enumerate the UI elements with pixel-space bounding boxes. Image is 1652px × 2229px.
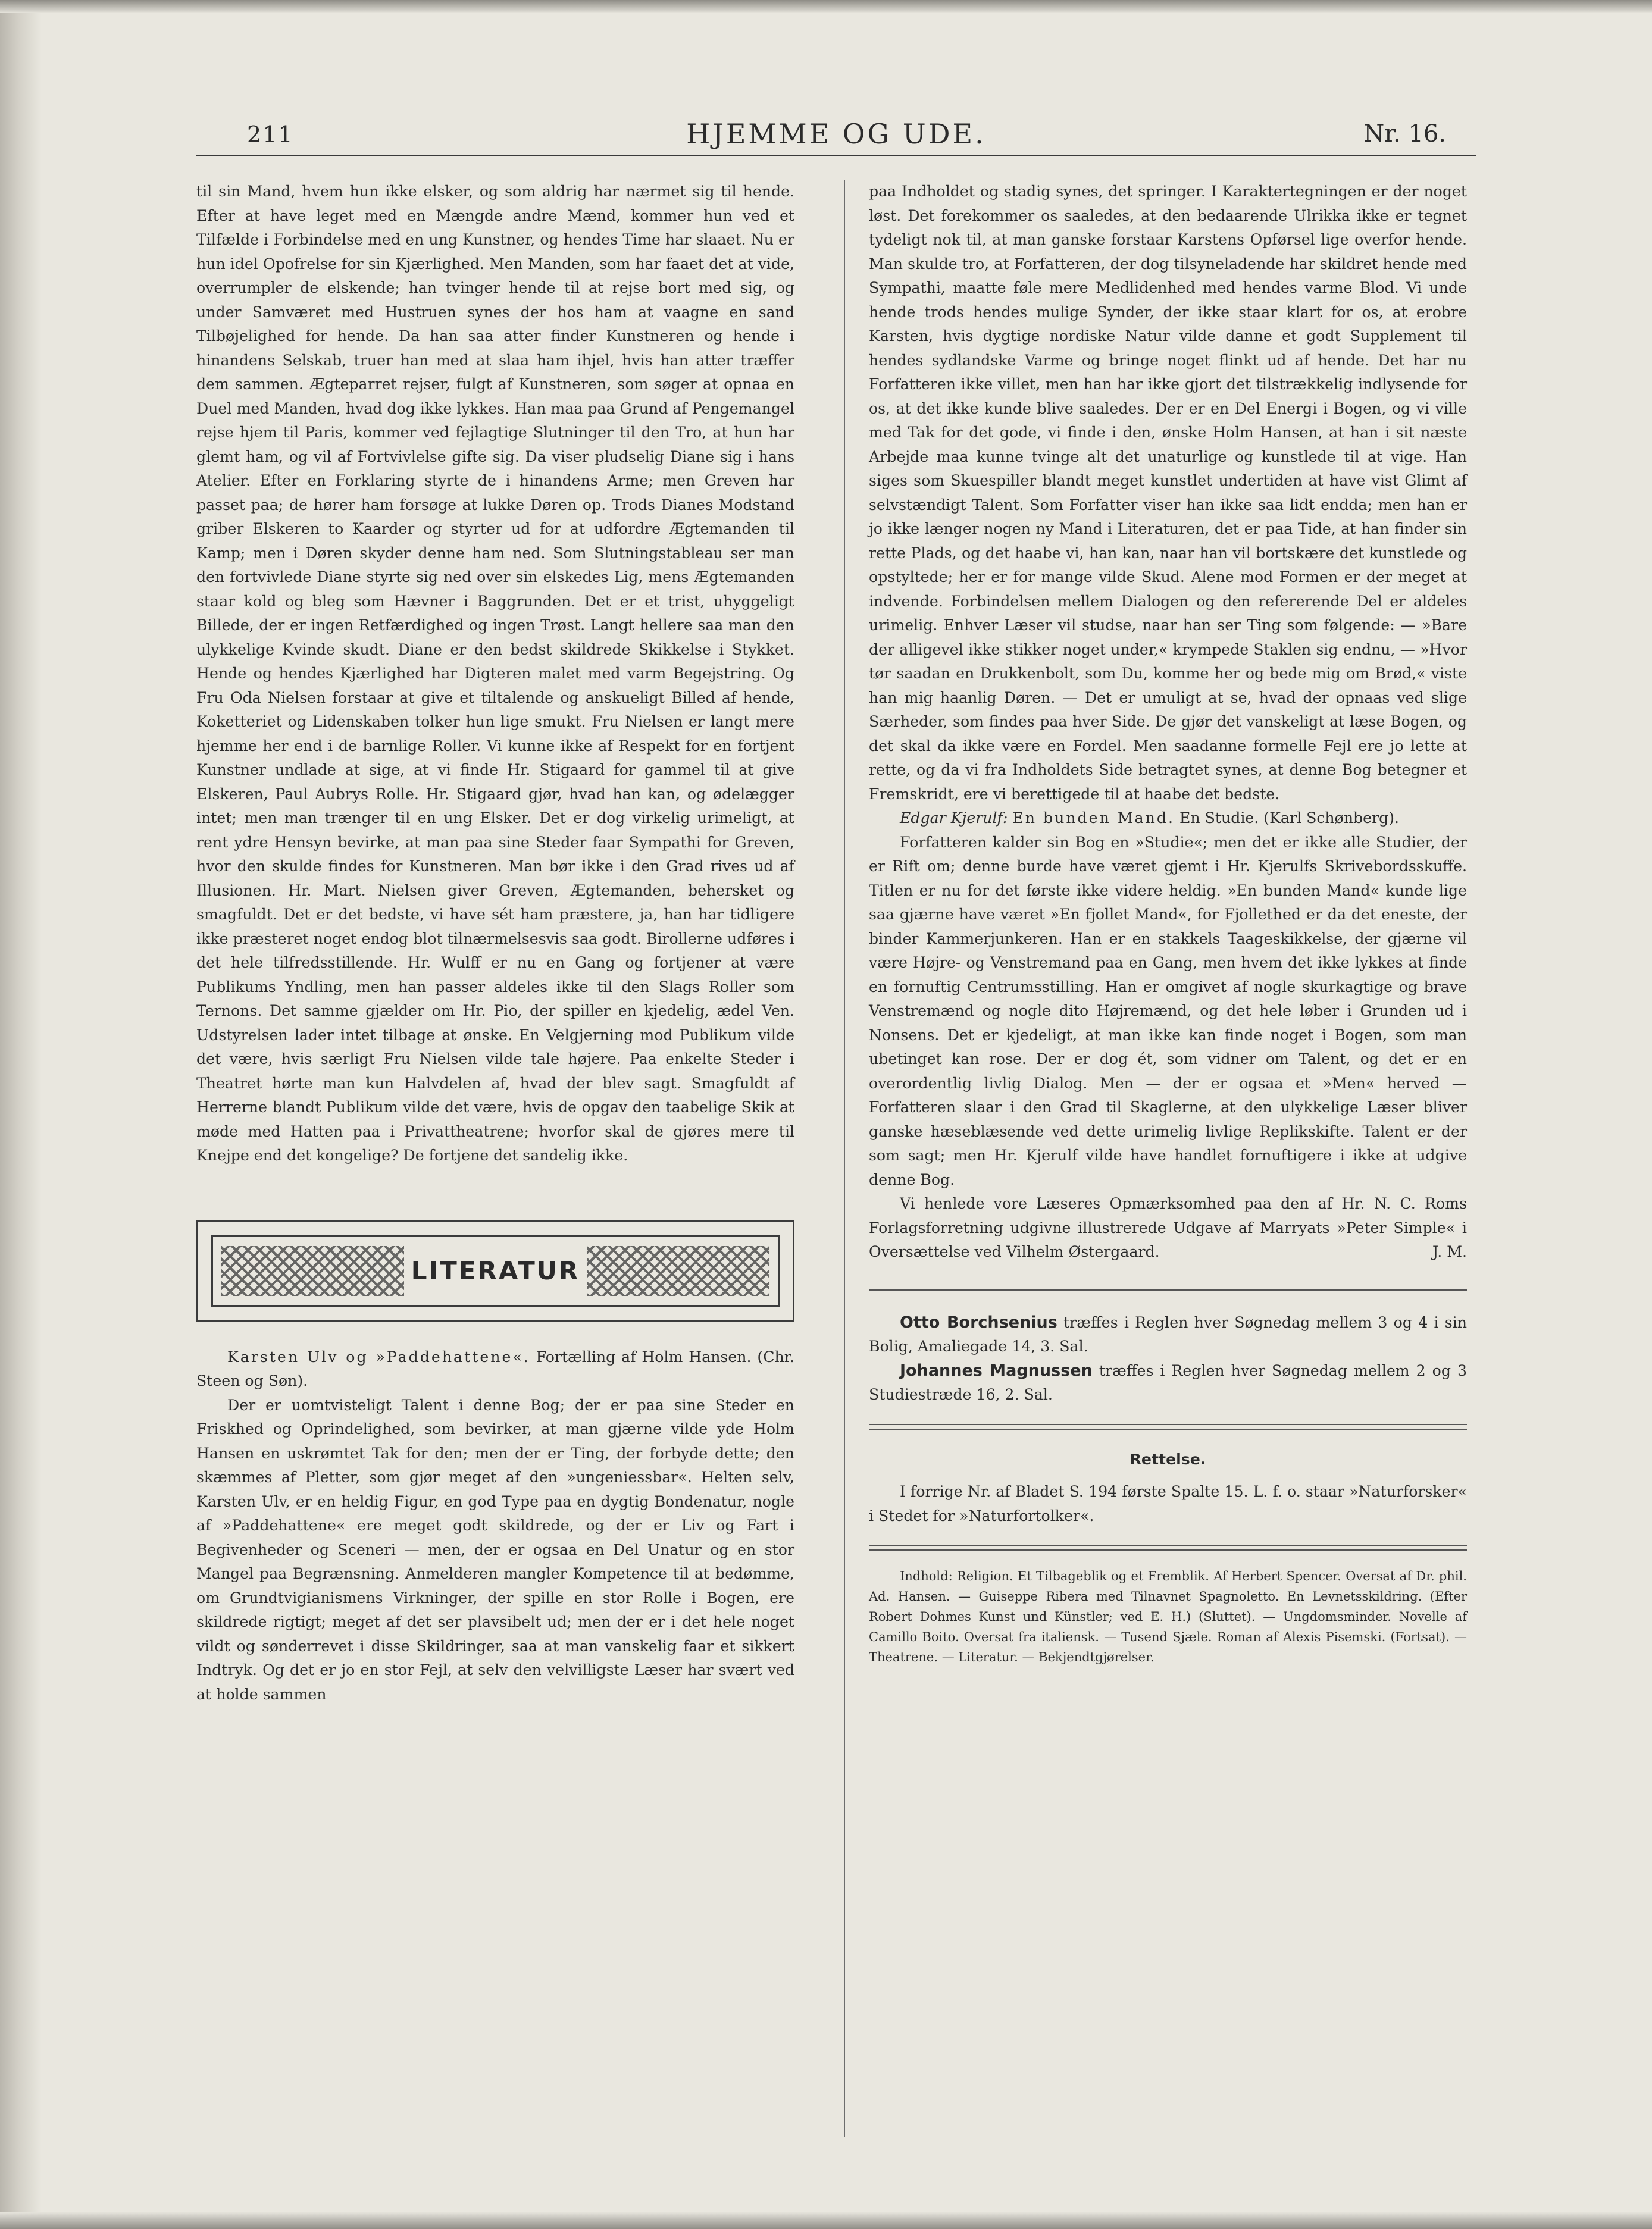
review2-author: Edgar Kjerulf: [900,809,1008,827]
journal-title: HJEMME OG UDE. [686,118,986,150]
review-subtitle: Fortælling af Holm Hansen. (Chr. Steen og Søn). [196,1348,794,1389]
review-continuation: paa Indholdet og stadig synes, det springer. I Karaktertegningen er der noget løst. Det forekommer os saaledes, at den bedaarende Ulrikka ikke er tegnet tydeligt nok til, at man ganske forstaar Karstens Opførsel lige overfor hende. Man skulde tro, at Forfatteren, der dog tilsyneladende har skildret hende med Sympathi, maatte føle mere Medlidenhed med hendes varme Blod. Vi unde hende trods hendes mulige Synder, der ikke staar klart for os, at erobre Karsten, hvis dygtige nordiske Natur vilde danne et godt Supplement til hendes sydlandske Varme og bringe noget flinkt ud af hende. Det har nu Forfatteren ikke villet, men han har ikke gjort det tilstrækkelig indlysende for os, at det ikke kunde blive saaledes. Der er en Del Energi i Bogen, og vi ville med Tak for det gode, vi finde i den, ønske Holm Hansen, at han i sit næste Arbejde maa kunne tvinge alt det unaturlige og kunstlede til at vige. Han siges som Skuespiller blandt meget kunstlet undertiden at have vist Glimt af selvstændigt Talent. Som Forfatter viser han ikke saa lidt endda; men han er jo ikke længer nogen ny Mand i Literaturen, det er paa Tide, at han finder sin rette Plads, og det haabe vi, han kan, naar han vil bortskære det kunstlede og opstyltede; her er for mange vilde Skud. Alene mod Formen er der meget at indvende. Forbindelsen mellem Dialogen og den refererende Del er aldeles urimelig. Enhver Læser vil studse, naar han ser Ting som følgende: — »Bare der alligevel ikke stikker noget under,« krympede Staklen sig endnu, — »Hvor tør saadan en Drukkenbolt, som Du, komme her og bede mig om Brød,« viste han mig haanlig Døren. — Det er umuligt at se, hvad der opnaas ved slige Særheder, som findes paa hver Side. De gjør det vanskeligt at læse Bogen, og det skal da ikke være en Fordel. Men saadanne formelle Fejl ere jo lette at rette, og da vi fra Indholdets Side betragtet synes, at denne Bog betegner et Fremskridt, ere vi berettigede til at haabe det bedste. [869,183,1467,803]
review2-title: En bunden Mand. [1012,809,1175,827]
correction-heading: Rettelse. [1130,1450,1206,1468]
top-edge [0,0,1652,13]
contents-box [869,1566,1467,1667]
review2-heading [869,806,1467,831]
bottom-edge [0,2212,1652,2229]
page-binding-shadow [0,0,42,2229]
notice-2 [869,1359,1467,1407]
notice-1-text: træffes i Reglen hver Søgnedag mellem 3 og 4 i sin Bolig, Amaliegade 14, 3. Sal. [869,1313,1468,1355]
column-divider [844,180,845,2137]
notice-2-name: Johannes Magnussen [900,1361,1093,1380]
review-heading [196,1345,794,1394]
page-header [196,113,1476,156]
correction-text: I forrige Nr. af Bladet S. 194 første Spalte 15. L. f. o. staar »Naturforsker« i Stedet for »Naturfortolker«. [869,1483,1467,1524]
left-column [196,180,794,1707]
review2-subtitle: En Studie. (Karl Schønberg). [1179,809,1400,827]
notice-1 [869,1311,1467,1359]
contents-text: Indhold: Religion. Et Tilbageblik og et Fremblik. Af Herbert Spencer. Oversat af Dr. phil. Ad. Hansen. — Guiseppe Ribera med Tilnavnet Spagnoletto. En Levnetsskildring. (Efter Robert Dohmes Kunst und Künstler; ved E. H.) (Sluttet). — Ungdomsminder. Novelle af Camillo Boito. Oversat fra italiensk. — Tusend Sjæle. Roman af Alexis Pisemski. (Fortsat). — Theatrene. — Literatur. — Bekjendtgjørelser. [869,1569,1467,1664]
literatur-banner [196,1220,794,1322]
review-body: Der er uomtvisteligt Talent i denne Bog; der er paa sine Steder en Friskhed og Oprindelighed, som bevirker, at man gjærne vilde yde Holm Hansen en uskrømtet Tak for den; men der er Ting, der forbyde dette; den skæmmes af Pletter, som gjør meget af den »ungeniessbar«. Helten selv, Karsten Ulv, er en heldig Figur, en god Type paa en dygtig Bondenatur, nogle af »Paddehattene« ere meget godt skildrede, og der er Liv og Fart i Begivenheder og Sceneri — men, der er ogsaa en Del Unatur og en stor Mangel paa Begrænsning. Anmelderen mangler Kompetence til at bedømme, om Grundtvigianismens Virkninger, der spille en stor Rolle i Bogen, ere skildrede rigtigt; meget af det ser plavsibelt ud; men der er i det hele noget vildt og sønderrevet i disse Skildringer, saa at man vanskelig faar et sikkert Indtryk. Og det er jo en stor Fejl, at selv den velvilligste Læser har svært ved at holde sammen [196,1396,794,1703]
double-rule [869,1424,1467,1430]
announcement-body: Vi henlede vore Læseres Opmærksomhed paa den af Hr. N. C. Roms Forlagsforretning udgivne illustrerede Udgave af Marryats »Peter Simple« i Oversættelse ved Vilhelm Østergaard. [869,1195,1467,1260]
page-number: 211 [247,121,294,148]
ornament-left-icon [221,1246,404,1296]
theatre-review-text: til sin Mand, hvem hun ikke elsker, og som aldrig har nærmet sig til hende. Efter at have leget med en Mængde andre Mænd, kommer hun ved et Tilfælde i Forbindelse med en ung Kunstner, og hendes Time har slaaet. Nu er hun idel Opofrelse for sin Kjærlighed. Men Manden, som har faaet det at vide, overrumpler de elskende; han tvinger hende til at rejse bort med sig, og under Samværet med Hustruen synes der hos ham at vaagne en sand Tilbøjelighed for hende. Da han saa atter finder Kunstneren og hende i hinandens Selskab, truer han med at slaa ham ihjel, hvis han atter træffer dem sammen. Ægteparret rejser, fulgt af Kunstneren, som søger at opnaa en Duel med Manden, hvad dog ikke lykkes. Han maa paa Grund af Pengemangel rejse hjem til Paris, kommer ved fejlagtige Slutninger til den Tro, at hun har glemt ham, og vil af Fortvivlelse gifte sig. Da viser pludselig Diane sig i hans Atelier. Efter en Forklaring styrte de i hinandens Arme; men Greven har passet paa; de hører ham forsøge at lukke Døren op. Trods Dianes Modstand griber Elskeren to Kaarder og styrter ud for at udfordre Ægtemanden til Kamp; men i Døren skyder denne ham ned. Som Slutningstableau ser man den fortvivlede Diane styrte sig ned over sin elskedes Lig, mens Ægtemanden staar kold og bleg som Hævner i Baggrunden. Det er et trist, uhyggeligt Billede, der er ingen Retfærdighed og ingen Trøst. Langt hellere saa man den ulykkelige Kvinde skudt. Diane er den bedst skildrede Skikkelse i Stykket. Hende og hendes Kjærlighed har Digteren malet med varm Begejstring. Og Fru Oda Nielsen forstaar at give et tiltalende og anskueligt Billed af hende, Koketteriet og Lidenskaben tolker hun lige smukt. Fru Nielsen er langt mere hjemme her end i de barnlige Roller. Vi kunne ikke af Respekt for en fortjent Kunstner undlade at sige, at vi finde Hr. Stigaard for gammel til at give Elskeren, Paul Aubrys Rolle. Hr. Stigaard gjør, hvad han kan, og ødelægger intet; men man trænger til en ung Elsker. Det er dog virkelig urimeligt, at rent ydre Hensyn bevirke, at man paa sine Steder faar Sympathi for Greven, hvor den skulde findes for Kunstneren. Man bør ikke i den Grad rives ud af Illusionen. Hr. Mart. Nielsen giver Greven, Ægtemanden, behersket og smagfuldt. Det er det bedste, vi have sét ham præstere, ja, han har tidligere ikke præsteret noget endog blot tilnærmelsesvis saa godt. Birollerne udføres i det hele tilfredsstillende. Hr. Wulff er nu en Gang og fortjener at være Publikums Yndling, men han passer aldeles ikke til den Slags Roller som Ternons. Det samme gjælder om Hr. Pio, der spiller en kjedelig, ædel Ven. Udstyrelsen lader intet tilbage at ønske. En Velgjerning mod Publikum vilde det være, hvis særligt Fru Nielsen vilde tale højere. Paa enkelte Steder i Theatret hørte man kun Halvdelen af, hvad der blev sagt. Smagfuldt af Herrerne blandt Publikum vilde det være, hvis de opgav den taabelige Skik at møde med Hatten paa i Privattheatrene; hvorfor skal de gjøres mere til Knejpe end det kongelige? De fortjene det sandelig ikke. [196,183,794,1164]
notice-1-name: Otto Borchsenius [900,1313,1057,1332]
signature: J. M. [1432,1243,1467,1260]
ornament-right-icon [587,1246,769,1296]
review-title: Karsten Ulv og »Paddehattene«. [227,1348,530,1366]
issue-number: Nr. 16. [1363,120,1446,148]
right-column [869,180,1467,1667]
announcement-text [869,1192,1467,1264]
double-rule-2 [869,1545,1467,1551]
notice-2-text: træffes i Reglen hver Søgnedag mellem 2 og 3 Studiestræde 16, 2. Sal. [869,1361,1467,1403]
review2-body: Forfatteren kalder sin Bog en »Studie«; men det er ikke alle Studier, der er Rift om; denne burde have været gjemt i Hr. Kjerulfs Skrivebordsskuffe. Titlen er nu for det første ikke videre heldig. »En bunden Mand« kunde lige saa gjærne have været »En fjollet Mand«, for Fjollethed er da det eneste, der binder Kammerjunkeren. Han er en stakkels Taageskikkelse, der gjærne vil være Højre- og Venstremand paa en Gang, men hvem det ikke lykkes at finde en fornuftig Centrumsstilling. Han er omgivet af nogle skurkagtige og brave Venstremænd og nogle dito Højremænd, og det hele løber i Grunden ud i Nonsens. Det er kjedeligt, at man ikke kan finde noget i Bogen, som man ubetinget kan rose. Der er dog ét, som vidner om Talent, og det er en overordentlig livlig Dialog. Men — der er ogsaa et »Men« herved — Forfatteren slaar i den Grad til Skaglerne, at den ulykkelige Læser bliver ganske hæseblæsende ved dette urimelig livlige Replikskifte. Talent er der som sagt; men Hr. Kjerulf vilde have handlet fornuftigere i ikke at udgive denne Bog. [869,833,1467,1188]
section-rule [869,1289,1467,1291]
newspaper-page [196,113,1476,2148]
section-heading: LITERATUR [411,1256,580,1285]
